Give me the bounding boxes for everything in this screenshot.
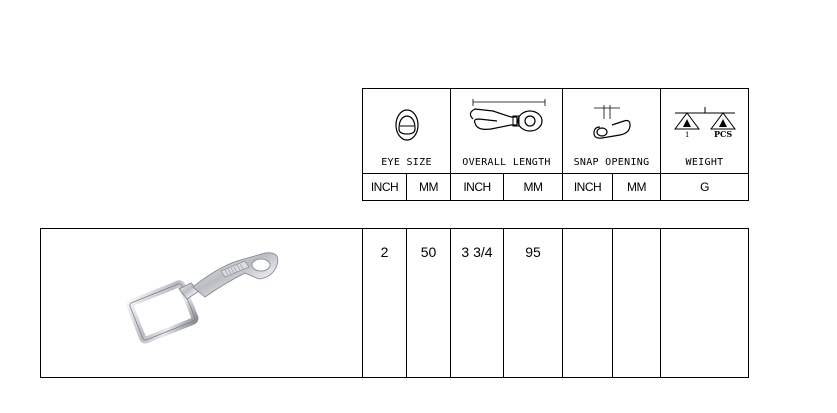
eye-size-inch-value: 2 xyxy=(363,229,407,378)
weight-value xyxy=(661,229,749,378)
snap-opening-header xyxy=(563,89,661,174)
snap-opening-inch-value xyxy=(563,229,613,378)
snap-opening-mm-value xyxy=(613,229,661,378)
product-spec-row xyxy=(40,228,749,378)
overall-length-header xyxy=(451,89,563,174)
overall-length-inch-value: 3 3/4 xyxy=(451,229,504,378)
eye-size-label: EYE SIZE xyxy=(381,157,432,168)
eye-size-header xyxy=(363,89,451,174)
unit-mm: MM xyxy=(613,174,661,201)
unit-mm: MM xyxy=(504,174,563,201)
overall-length-label: OVERALL LENGTH xyxy=(462,157,551,168)
swivel-snap-hook-image xyxy=(125,243,285,353)
overall-length-mm-value: 95 xyxy=(504,229,563,378)
snap-opening-label: SNAP OPENING xyxy=(573,157,650,168)
unit-inch: INCH xyxy=(563,174,613,201)
scale-icon xyxy=(673,105,737,141)
unit-inch: INCH xyxy=(363,174,407,201)
product-image-cell xyxy=(41,229,363,378)
unit-inch: INCH xyxy=(451,174,504,201)
scale-pcs-text: PCS xyxy=(713,129,732,139)
spec-header-table xyxy=(362,88,749,201)
scale-number: 1 xyxy=(684,131,689,139)
weight-header xyxy=(661,89,749,174)
ring-icon xyxy=(393,103,421,147)
unit-g: G xyxy=(661,174,749,201)
unit-mm: MM xyxy=(407,174,451,201)
snap-opening-icon xyxy=(590,105,634,145)
weight-label: WEIGHT xyxy=(685,157,724,168)
snap-hook-length-icon xyxy=(465,99,549,145)
eye-size-mm-value: 50 xyxy=(407,229,451,378)
